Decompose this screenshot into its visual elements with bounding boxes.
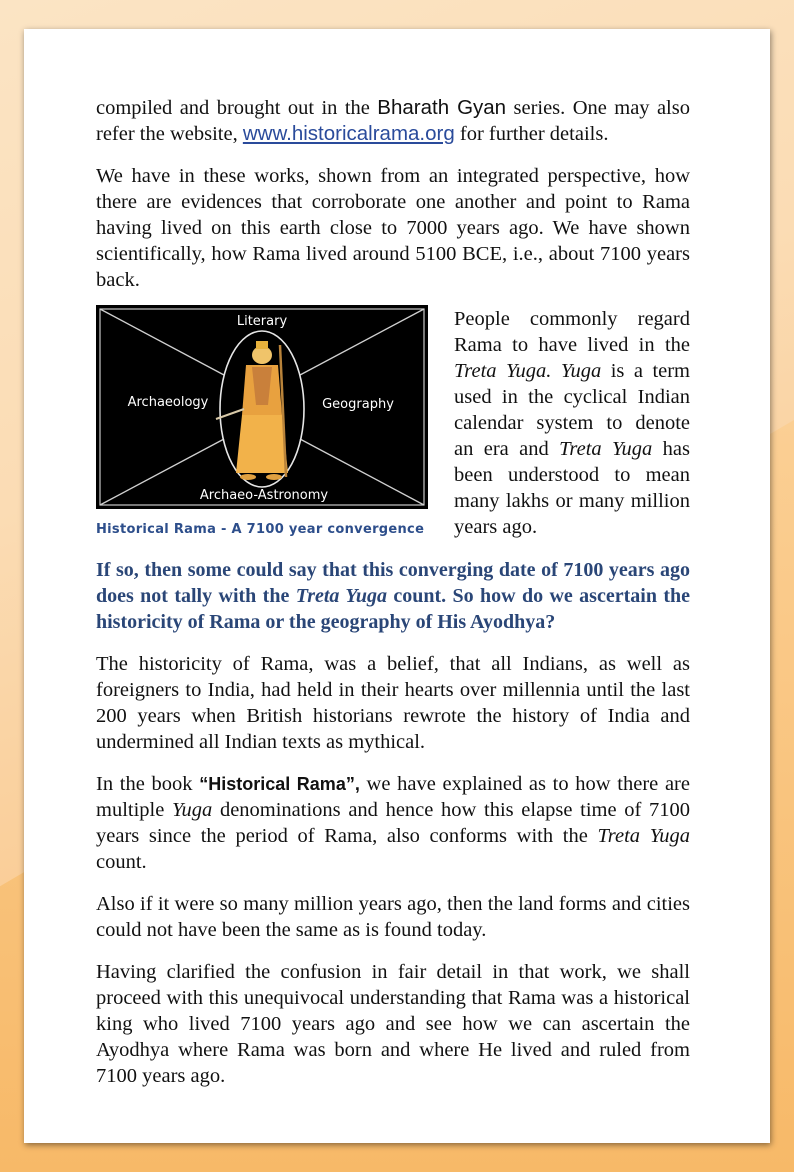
website-link[interactable]: www.historicalrama.org xyxy=(242,122,455,145)
paragraph-evidence: We have in these works, shown from an integrated perspective, how there are evidences that corroborate one another and point to Rama having lived on this earth close to 7000 years ago. We have shown scientifically, how Rama lived around 5100 BCE, i.e., about 7100 years back. xyxy=(96,165,690,291)
paragraph-conclusion: Having clarified the confusion in fair detail in that work, we shall proceed with this unequivocal understanding that Rama was a historical king who lived 7100 years ago and see how we can ascertain the Ayodhya where Rama was born and where He lived and ruled from 7100 years ago. xyxy=(96,961,690,1087)
paragraph-historicity: The historicity of Rama, was a belief, that all Indians, as well as foreigners to India, had held in their hearts over millennia until the last 200 years when British historians rewrote the history of India and undermined all Indian texts as mythical. xyxy=(96,653,690,753)
label-archaeo-astronomy: Archaeo-Astronomy xyxy=(199,488,329,503)
paragraph-intro: compiled and brought out in the Bharath Gyan series. One may also refer the website, www.historicalrama.org for further details. xyxy=(96,96,690,145)
page-content xyxy=(96,95,690,1105)
paragraph-book: In the book “Historical Rama”, we have explained as to how there are multiple Yuga denominations and hence how this elapse time of 7100 years since the period of Rama, also conforms with the Treta Yuga count. xyxy=(96,773,691,873)
label-literary: Literary xyxy=(236,314,288,329)
series-name: Bharath Gyan xyxy=(377,96,507,119)
book-title: “Historical Rama”, xyxy=(199,774,360,794)
paragraph-landforms: Also if it were so many million years ago, then the land forms and cities could not have been the same as is found today. xyxy=(96,893,690,941)
label-geography: Geography xyxy=(322,397,394,412)
convergence-diagram xyxy=(96,305,428,509)
document-page xyxy=(24,29,770,1143)
paragraph-treta-yuga: People commonly regard Rama to have lived in the Treta Yuga. Yuga is a term used in the cyclical Indian calendar system to denote an era and Treta Yuga has been understood to mean many lakhs or many million years ago. xyxy=(454,308,691,538)
figure-block xyxy=(96,305,690,545)
question-heading: If so, then some could say that this converging date of 7100 years ago does not tally with the Treta Yuga count. So how do we ascertain the historicity of Rama or the geography of His Ayodhya? xyxy=(96,559,690,633)
label-archaeology: Archaeology xyxy=(127,395,209,410)
figure-caption: Historical Rama - A 7100 year convergence xyxy=(96,522,425,537)
convergence-figure xyxy=(96,305,428,509)
